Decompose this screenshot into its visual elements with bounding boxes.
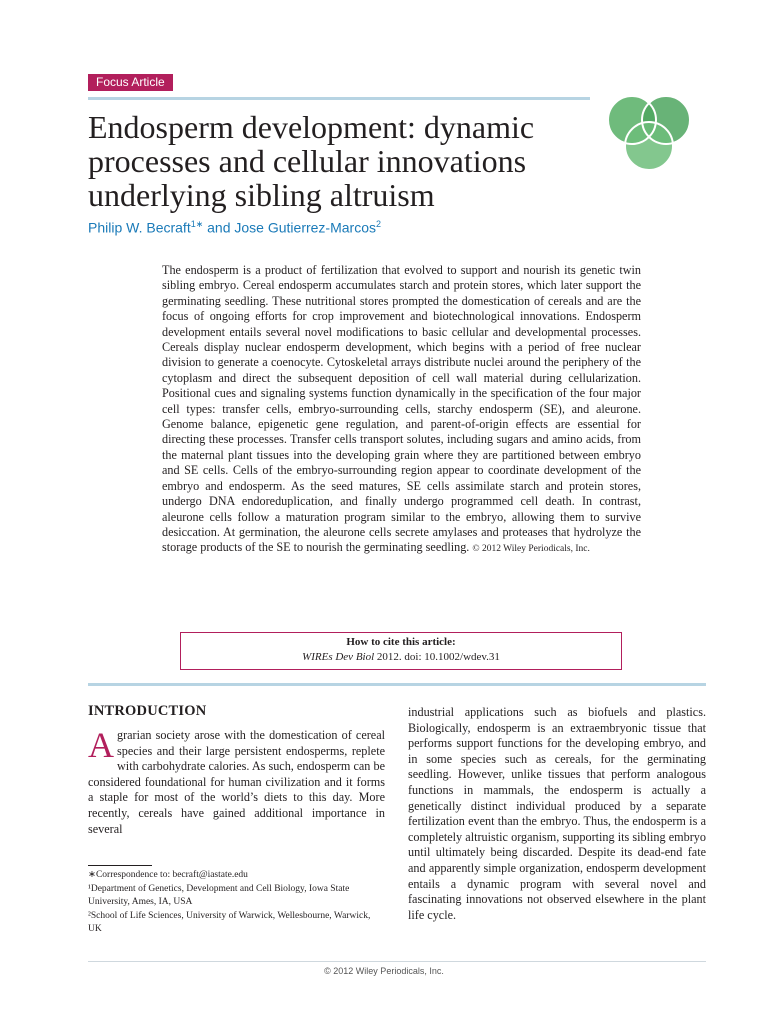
author-line	[88, 219, 381, 236]
citation-reference	[181, 651, 621, 663]
footnote-correspondence: ∗Correspondence to: becraft@iastate.edu	[88, 870, 248, 880]
footer-rule	[88, 961, 706, 962]
abstract-text: The endosperm is a product of fertilization that evolved to support and nourish its genetic twin sibling embryo. Cereal endosperm accumulates starch and protein stores, which later support the germinating seedling. These nutritional stores prompted the domestication of cereals and are the focus of ongoing efforts for crop improvement and biotechnological innovations. Endosperm development entails several novel modifications to basic cellular and developmental processes. Cereals display nuclear endosperm development, which begins with a period of free nuclear division to generate a coenocyte. Cytoskeletal arrays distribute nuclei around the periphery of the cytoplasm and direct the subsequent deposition of cell wall material during cellularization. Positional cues and signaling systems function dynamically in the specification of the four major cell types: transfer cells, embryo-surrounding cells, starchy endosperm (SE), and aleurone. Genome balance, epigenetic gene regulation, and parent-of-origin effects are essential for directing these processes. Transfer cells transport solutes, including sugars and amino acids, from the maternal plant tissues into the developing grain where they are partitioned between embryo and SE cells. Cells of the embryo-surrounding region appear to coordinate development of the embryo and endosperm. As the seed matures, SE cells assimilate starch and protein stores, undergo DNA endoreduplication, and finally undergo programmed cell death. In contrast, aleurone cells follow a maturation program similar to the embryo, allowing them to survive desiccation. At germination, the aleurone cells secrete amylases and proteases that hydrolyze the storage products of the SE to nourish the germinating seedling.	[162, 263, 641, 555]
drop-cap: A	[88, 725, 114, 765]
journal-logo-icon	[604, 82, 698, 178]
citation-doi[interactable]: 2012. doi: 10.1002/wdev.31	[374, 651, 500, 663]
footnote-affiliation-2: ²School of Life Sciences, University of Warwick, Wellesbourne, Warwick, UK	[88, 911, 371, 934]
author-conjunction: and	[203, 219, 235, 236]
author-affiliation-marker: 1∗	[190, 219, 204, 229]
header-rule	[88, 97, 590, 100]
citation-box	[180, 632, 622, 670]
intro-column-right	[408, 705, 706, 923]
article-title: Endosperm development: dynamic processes and cellular innovations underlying sibling altruism	[88, 109, 535, 213]
citation-heading: How to cite this article:	[346, 636, 456, 648]
abstract-copyright: © 2012 Wiley Periodicals, Inc.	[472, 544, 590, 555]
article-type-tag: Focus Article	[88, 74, 173, 91]
intro-paragraph-right: industrial applications such as biofuels and plastics. Biologically, endosperm is an extraembryonic tissue that performs support functions for the developing embryo, and in some species such as cereals, for the germinating seedling. However, unlike tissues that perform analogous functions in mammals, the endosperm is actually a genetically distinct individual produced by a separate fertilization event than the embryo. Thus, the endosperm is a completely altruistic organism, supporting its sibling embryo until ultimately being discarded. Despite its dead-end fate and apparently simple organization, endosperm development entails a dynamic program with several novel and fascinating innovations not observed elsewhere in the plant life cycle.	[408, 705, 706, 922]
abstract	[162, 263, 641, 558]
author-link-gutierrez-marcos[interactable]: Jose Gutierrez-Marcos	[234, 219, 376, 236]
section-heading-introduction: INTRODUCTION	[88, 703, 207, 719]
intro-paragraph-left: grarian society arose with the domestication of cereal species and their large persistent endosperms, replete with carbohydrate calories. As such, endosperm can be considered foundational for human civilization and it forms a staple for most of the world’s diets to this day. More recently, cereals have gained additional importance in several	[88, 728, 385, 836]
author-link-becraft[interactable]: Philip W. Becraft	[88, 219, 191, 236]
footnote-affiliation-1: ¹Department of Genetics, Development and Cell Biology, Iowa State University, Ames, IA, USA	[88, 884, 350, 907]
intro-column-left	[88, 725, 385, 837]
author-affiliation-marker: 2	[375, 219, 381, 229]
citation-journal: WIREs Dev Biol	[302, 651, 375, 663]
section-rule	[88, 683, 706, 686]
page-footer: © 2012 Wiley Periodicals, Inc.	[324, 966, 444, 976]
footnote-rule	[88, 865, 152, 866]
